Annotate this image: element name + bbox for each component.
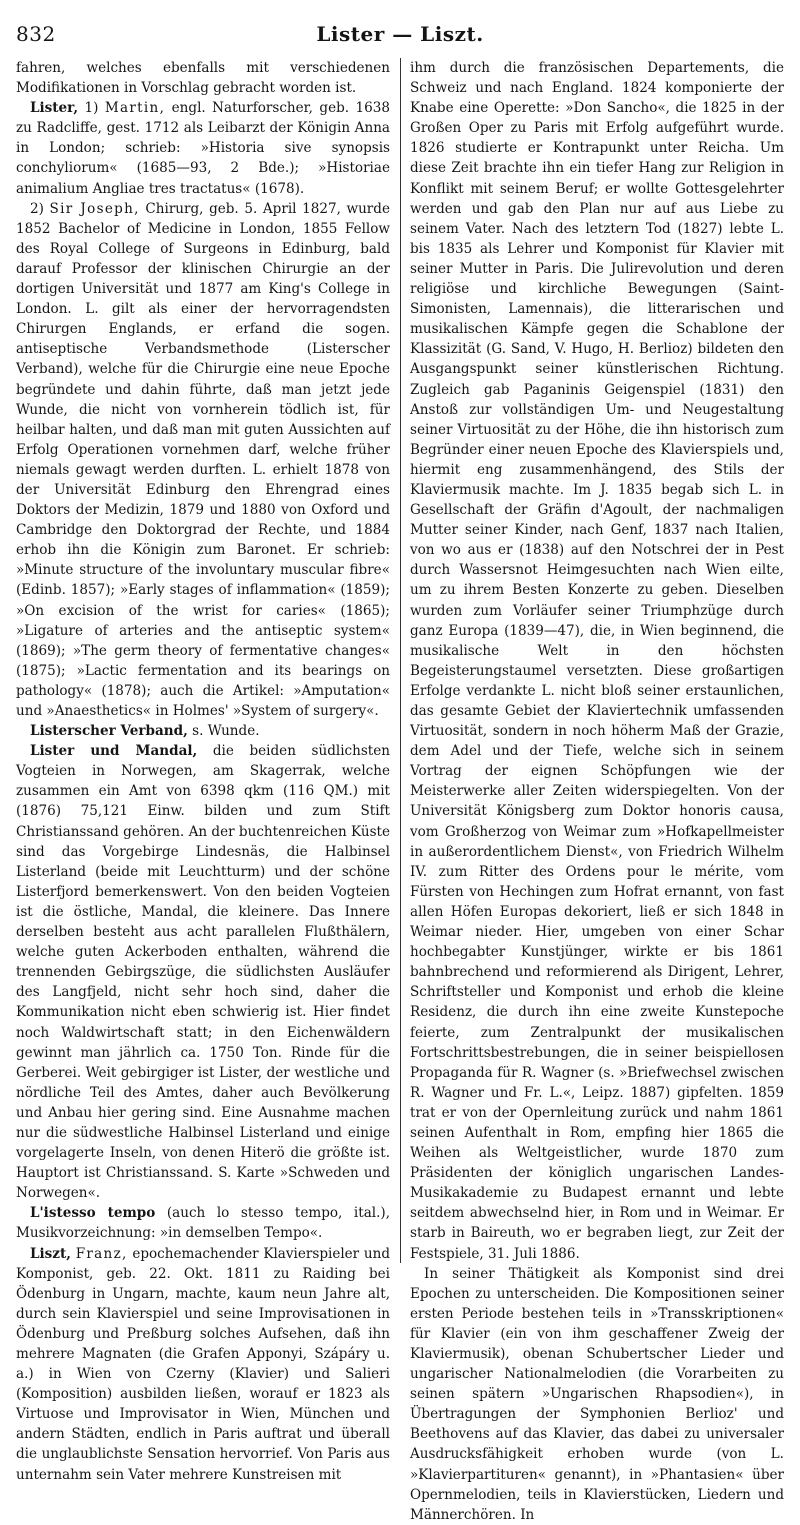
person-name: Martin, (104, 100, 166, 117)
page-header (16, 22, 784, 50)
cross-reference: s. Wunde. (192, 723, 260, 740)
running-title: Lister — Liszt. (316, 22, 484, 46)
entry-text: (auch lo stesso tempo, ital.), Musikvorzeichnung: »in demselben Tempo«. (16, 1205, 391, 1242)
headword-liszt: Liszt, (30, 1245, 71, 1262)
entry-text: Chirurg, geb. 5. April 1827, wurde 1852 Bachelor of Medicine in London, 1855 Fellow des Royal College of Surgeons in Edinburg, bald darauf Professor der klinischen Chirurgie an der dortigen Universität und 1877 am King's College in London. L. gilt als einer der hervorragendsten Chirurgen Englands, er erfand die sogen. antiseptische Verbandsmethode (Listerscher Verband), welche für die Chirurgie eine neue Epoche begründete und dahin führte, daß man jetzt jede Wunde, die nicht von vornherein tödlich ist, für heilbar halten, und daß man mit guten Aussichten auf Erfolg Operationen vornehmen darf, welche früher niemals gewagt werden durften. L. erhielt 1878 von der Universität Edinburg den Ehrengrad eines Doktors der Medizin, 1879 und 1880 von Oxford und Cambridge den Doktorgrad der Rechte, und 1884 erhob ihn die Königin zum Baronet. Er schrieb: »Minute structure of the involuntary muscular fibre« (Edinb. 1857); »Early stages of inflammation« (1859); »On excision of the wrist for caries« (1865); »Ligature of arteries and the antiseptic system« (1869); »The germ theory of fermentative changes« (1875); »Lactic fermentation and its bearings on pathology« (1878); auch die Artikel: »Amputation« und »Anaesthetics« in Holmes' »System of surgery«. (16, 200, 390, 719)
person-name: Sir Joseph, (49, 200, 140, 217)
continued-paragraph: ihm durch die französischen Departements, die Schweiz und nach England. 1824 komponierte der Knabe eine Operette: »Don Sancho«, die 1825 in der Großen Oper zu Paris mit Erfolg aufgeführt wurde. 1826 studierte er Kontrapunkt unter Reicha. Um diese Zeit brachte ihn ein tiefer Hang zur Religion in Konflikt mit seinem Beruf; er wollte Gottesgelehrter werden und gab den Plan nur auf aus Liebe zu seinem Vater. Nach des letztern Tod (1827) lebte L. bis 1835 als Lehrer und Komponist für Klavier mit seiner Mutter in Paris. Die Julirevolution und deren religiöse und kirchliche Bewegungen (Saint-Simonisten, Lamennais), die litterarischen und musikalischen Kämpfe gegen die Schablone der Klassizität (G. Sand, V. Hugo, H. Berlioz) bildeten den Ausgangspunkt seiner künstlerischen Richtung. Zugleich gab Paganinis Geigenspiel (1831) den Anstoß zur vollständigen Um- und Neugestaltung seiner Virtuosität zu der Höhe, die ihn historisch zum Begründer einer neuen Epoche des Klavierspiels und, hiermit eng zusammenhängend, des Stils der Klaviermusik machte. Im J. 1835 begab sich L. in Gesellschaft der Gräfin d'Agoult, der nachmaligen Mutter seiner Kinder, nach Genf, 1837 nach Italien, von wo aus er (1838) auf den Notschrei der in Pest durch Wassersnot Heimgesuchten nach Wien eilte, um zu ihrem Besten Konzerte zu geben. Dieselben wurden zum Vorläufer seiner Triumphzüge durch ganz Europa (1839—47), die, in Wien beginnend, die musikalische Welt in den höchsten Begeisterungstaumel versetzten. Diese großartigen Erfolge verdankte L. nicht bloß seiner erstaunlichen, das gesamte Gebiet der Klaviertechnik umfassenden Virtuosität, sondern in noch höherm Maß der Grazie, dem Adel und der Tiefe, welche sich in seinem Vortrag der eignen Schöpfungen wie der Meisterwerke aller Zeiten widerspiegelten. Von der Universität Königsberg zum Doktor honoris causa, vom Großherzog von Weimar zum »Hofkapellmeister in außerordentlichem Dienst«, von Friedrich Wilhelm IV. zum Ritter des Ordens pour le mérite, vom Fürsten von Hechingen zum Hofrat ernannt, von fast allen Höfen Europas dekoriert, ließ er sich 1848 in Weimar nieder. Hier, umgeben von einer Schar hochbegabter Kunstjünger, wirkte er bis 1861 bahnbrechend und reformierend als Dirigent, Lehrer, Schriftsteller und Komponist und erhob die kleine Residenz, die durch ihn eine zweite Kunstepoche feierte, zum Zentralpunkt der musikalischen Fortschrittsbestrebungen, die in seiner beispiellosen Propaganda für R. Wagner (s. »Briefwechsel zwischen R. Wagner und Fr. L.«, Leipz. 1887) gipfelten. 1859 trat er von der Opernleitung zurück und nahm 1861 seinen Aufenthalt in Rom, empfing hier 1865 die Weihen als Weltgeistlicher, wurde 1870 zum Präsidenten der königlich ungarischen Landes-Musikakademie zu Budapest ernannt und lebte seitdem abwechselnd hier, in Rom und in Weimar. Er starb in Baireuth, wo er begraben liegt, zur Zeit der Festspiele, 31. Juli 1886. (410, 60, 784, 1262)
entry-listesso-tempo (16, 1203, 390, 1243)
column-divider (400, 58, 401, 1263)
headword-listesso-tempo: L'istesso tempo (30, 1205, 156, 1222)
continued-paragraph: fahren, welches ebenfalls mit verschiedenen Modifikationen in Vorschlag gebracht worden ist. (16, 60, 390, 97)
entry-text: engl. Naturforscher, geb. 1638 zu Radcliffe, gest. 1712 als Leibarzt der Königin Anna in London; schrieb: »Historia sive synopsis conchyliorum« (1685—93, 2 Bde.); »Historiae animalium Angliae tres tractatus« (1678). (16, 100, 390, 197)
headword-lister-und-mandal: Lister und Mandal, (30, 743, 198, 760)
right-column (410, 58, 784, 1523)
entry-lister (16, 98, 390, 198)
entry-liszt (16, 1244, 390, 1485)
left-column (16, 58, 391, 1483)
entry-lister-und-mandal (16, 741, 390, 1203)
headword-lister: Lister, (30, 100, 79, 117)
person-name: Franz, (75, 1245, 128, 1262)
subentry-number: 2) (30, 200, 44, 217)
paragraph-liszt-compositions: In seiner Thätigkeit als Komponist sind drei Epochen zu unterscheiden. Die Kompositionen seiner ersten Periode bestehen teils in »Transskriptionen« für Klavier (ein von ihm geschaffener Zweig der Klaviermusik), obenan Schubertscher Lieder und ungarischer Nationalmelodien (die Vorarbeiten zu seinen spätern »Ungarischen Rhapsodien«), in Übertragungen der Symphonien Berlioz' und Beethovens auf das Klavier, das dabei zu universaler Ausdrucksfähigkeit erhoben wurde (von L. »Klavierpartituren« genannt), in »Phantasien« über Opernmelodien, teils in Klavierstücken, Liedern und Männerchören. In (410, 1265, 784, 1523)
entry-lister-joseph (16, 199, 390, 721)
page-number: 832 (16, 22, 56, 46)
headword-listerscher-verband: Listerscher Verband, (30, 723, 188, 740)
entry-listerscher-verband (16, 721, 390, 741)
entry-text: die beiden südlichsten Vogteien in Norwegen, am Skagerrak, welche zusammen ein Amt von 6398 qkm (116 QM.) mit (1876) 75,121 Einw. bilden und zum Stift Christianssand gehören. An der buchtenreichen Küste sind das Vorgebirge Lindesnäs, die Halbinsel Listerland (beide mit Leuchtturm) und der schöne Listerfjord bemerkenswert. Von den beiden Vogteien ist die östliche, Mandal, die kleinere. Das Innere derselben besteht aus acht parallelen Flußthälern, welche guten Ackerboden enthalten, während die trennenden Gebirgszüge, die südlichsten Ausläufer des Langfjeld, nicht sehr hoch sind, daher die Kommunikation nicht eben schwierig ist. Hier findet noch Waldwirtschaft statt; in den Eichenwäldern gewinnt man jährlich ca. 1750 Ton. Rinde für die Gerberei. Weit gebirgiger ist Lister, der westliche und nördliche Teil des Amtes, daher auch Bevölkerung und Anbau hier gering sind. Eine Ausnahme machen nur die südwestliche Halbinsel Listerland und einige vorgelagerte Inseln, von denen Hiterö die größte ist. Hauptort ist Christianssand. S. Karte »Schweden und Norwegen«. (16, 743, 390, 1202)
subentry-number: 1) (84, 100, 99, 117)
entry-text: epochemachender Klavierspieler und Komponist, geb. 22. Okt. 1811 zu Raiding bei Ödenburg in Ungarn, machte, kaum neun Jahre alt, durch sein Klavierspiel und seine Improvisationen in Ödenburg und Preßburg solches Aufsehen, daß ihn mehrere Magnaten (die Grafen Apponyi, Szápáry u. a.) in Wien von Czerny (Klavier) und Salieri (Komposition) ausbilden ließen, worauf er 1823 als Virtuose und Improvisator in Wien, München und andern Städten, endlich in Paris auftrat und überall die unglaublichste Sensation hervorrief. Von Paris aus unternahm sein Vater mehrere Kunstreisen mit (16, 1245, 390, 1483)
